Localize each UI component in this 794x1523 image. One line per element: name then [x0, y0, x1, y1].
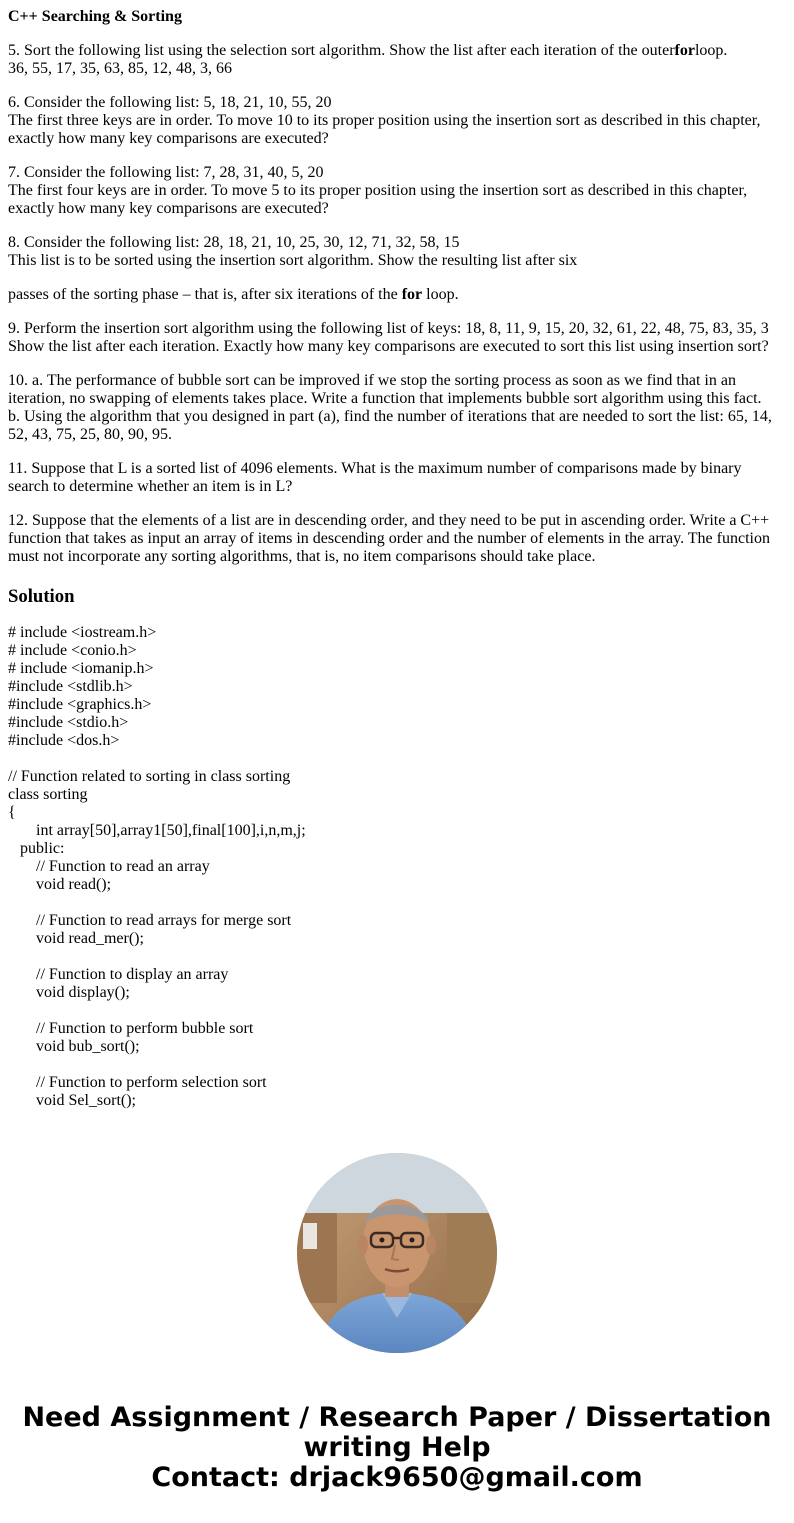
question-8-continued	[8, 286, 786, 304]
question-7-line-2: The first four keys are in order. To move 5 to its proper position using the insertion sort as described in this chapter, exactly how many key comparisons are executed?	[8, 182, 748, 217]
question-5-keyword: for	[674, 42, 695, 59]
code-line: void Sel_sort();	[8, 1092, 136, 1109]
code-line: {	[8, 804, 16, 821]
question-6	[8, 94, 786, 148]
code-line: // Function to perform selection sort	[8, 1074, 267, 1091]
question-10-part-b: b. Using the algorithm that you designed in part (a), find the number of iterations that are needed to sort the list: 65, 14, 52, 43, 75, 25, 80, 90, 95.	[8, 408, 772, 443]
promo-line-1: Need Assignment / Research Paper / Dissertation	[22, 1402, 772, 1433]
code-line	[8, 1056, 786, 1074]
document-body	[8, 8, 786, 1110]
author-photo	[297, 1153, 497, 1353]
question-8-keyword: for	[401, 286, 423, 303]
question-8-continued-end: loop.	[422, 286, 459, 303]
question-6-line-1: 6. Consider the following list: 5, 18, 21, 10, 55, 20	[8, 94, 332, 111]
code-line	[8, 894, 786, 912]
code-line: #include <dos.h>	[8, 732, 120, 749]
code-line	[8, 1002, 786, 1020]
question-10-part-a: 10. a. The performance of bubble sort can be improved if we stop the sorting process as soon as we find that in an iteration, no swapping of elements takes place. Write a function that implements bubble sort algorithm using this fact.	[8, 372, 762, 407]
code-line: void read();	[8, 876, 112, 893]
promo-footer	[0, 1403, 794, 1493]
code-line: # include <iostream.h>	[8, 624, 157, 641]
question-7-line-1: 7. Consider the following list: 7, 28, 31, 40, 5, 20	[8, 164, 324, 181]
code-line: void display();	[8, 984, 130, 1001]
code-line: void read_mer();	[8, 930, 144, 947]
code-line: # include <conio.h>	[8, 642, 137, 659]
question-11	[8, 460, 786, 496]
document-title: C++ Searching & Sorting	[8, 8, 182, 25]
code-line: // Function to display an array	[8, 966, 229, 983]
question-9-line-2: Show the list after each iteration. Exactly how many key comparisons are executed to sort this list using insertion sort?	[8, 338, 769, 355]
question-8-line-1: 8. Consider the following list: 28, 18, 21, 10, 25, 30, 12, 71, 32, 58, 15	[8, 234, 460, 251]
code-line	[8, 750, 786, 768]
question-5-line-1	[8, 42, 786, 60]
code-line: void bub_sort();	[8, 1038, 140, 1055]
question-7	[8, 164, 786, 218]
author-photo-illustration	[297, 1153, 497, 1353]
question-5	[8, 42, 786, 78]
question-5-text-end: loop.	[694, 42, 728, 59]
code-line	[8, 948, 786, 966]
solution-heading: Solution	[8, 586, 75, 607]
question-5-text: 5. Sort the following list using the selection sort algorithm. Show the list after each iteration of the outer	[8, 42, 675, 59]
question-8-continued-text: passes of the sorting phase – that is, after six iterations of the	[8, 286, 402, 303]
code-line: # include <iomanip.h>	[8, 660, 154, 677]
question-12-text: 12. Suppose that the elements of a list are in descending order, and they need to be put in ascending order. Write a C++ function that takes as input an array of items in descending order and the number of elements in the array. The function must not incorporate any sorting algorithms, that is, no item comparisons should take place.	[8, 512, 770, 565]
question-8	[8, 234, 786, 270]
question-8-line-2: This list is to be sorted using the insertion sort algorithm. Show the resulting list after six	[8, 252, 578, 269]
code-line: // Function to read arrays for merge sort	[8, 912, 292, 929]
question-6-line-2: The first three keys are in order. To move 10 to its proper position using the insertion sort as described in this chapter, exactly how many key comparisons are executed?	[8, 112, 761, 147]
question-5-list: 36, 55, 17, 35, 63, 85, 12, 48, 3, 66	[8, 60, 232, 77]
code-line: // Function to perform bubble sort	[8, 1020, 254, 1037]
question-10	[8, 372, 786, 444]
code-line: #include <graphics.h>	[8, 696, 152, 713]
code-line: class sorting	[8, 786, 88, 803]
question-9-line-1: 9. Perform the insertion sort algorithm using the following list of keys: 18, 8, 11, 9, 15, 20, 32, 61, 22, 48, 75, 83, 35, 3	[8, 320, 769, 337]
code-line: public:	[8, 840, 65, 857]
code-line: // Function related to sorting in class sorting	[8, 768, 291, 785]
question-8-continued-line	[8, 286, 786, 304]
code-block	[8, 624, 786, 1110]
question-12	[8, 512, 786, 566]
code-line: #include <stdlib.h>	[8, 678, 133, 695]
promo-contact: Contact: drjack9650@gmail.com	[151, 1462, 643, 1493]
code-line: int array[50],array1[50],final[100],i,n,m,j;	[8, 822, 306, 839]
code-line: #include <stdio.h>	[8, 714, 129, 731]
question-9	[8, 320, 786, 356]
question-11-text: 11. Suppose that L is a sorted list of 4096 elements. What is the maximum number of comparisons made by binary search to determine whether an item is in L?	[8, 460, 742, 495]
promo-line-2: writing Help	[303, 1432, 491, 1463]
code-line: // Function to read an array	[8, 858, 210, 875]
